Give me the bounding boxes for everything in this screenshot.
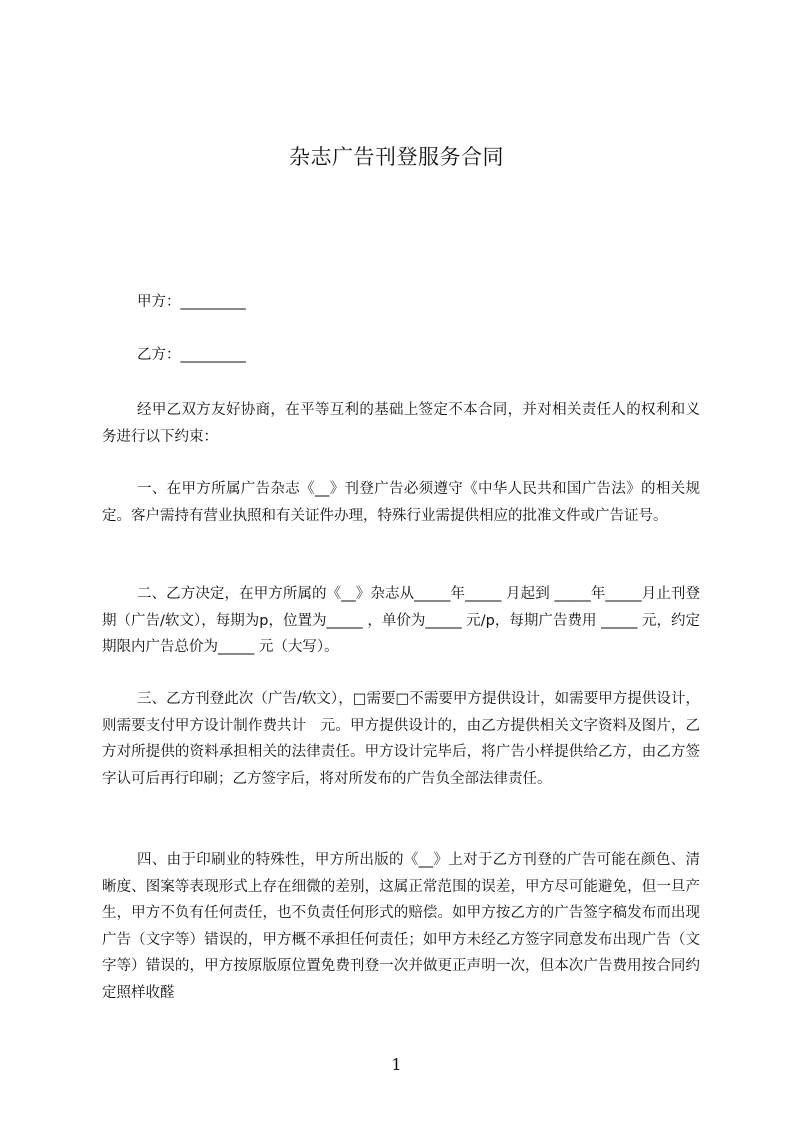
clause-three-paragraph: 三、乙方刊登此次（广告/软文），□需要□不需要甲方提供设计，如需要甲方提供设计，则需要支付甲方设计制作费共计 元。甲方提供设计的，由乙方提供相关文字资料及图片，乙方对所提供的资料承担相关的法律责任。甲方设计完毕后，将广告小样提供给乙方，由乙方签字认可后再行印刷；乙方签字后，将对所发布的广告负全部法律责任。 <box>102 691 700 787</box>
page-number: 1 <box>391 1055 402 1074</box>
clause-two-paragraph: 二、乙方决定，在甲方所属的《__》杂志从_____年_____ 月起到 _____年_____月止刊登 期（广告/软文），每期为p，位置为_____ ，单价为_____ 元/p，每期广告费用 _____ 元，约定期限内广告总价为_____ 元（大写）。 <box>102 586 700 655</box>
intro-paragraph: 经甲乙双方友好协商，在平等互利的基础上签定不本合同，并对相关责任人的权利和义务进行以下约束： <box>102 402 700 445</box>
contract-title: 杂志广告刊登服务合同 <box>289 145 504 169</box>
party-a-line: 甲方：_________ <box>137 294 246 310</box>
clause-one-paragraph: 一、在甲方所属广告杂志《__》刊登广告必须遵守《中华人民共和国广告法》的相关规定。客户需持有营业执照和有关证件办理，特殊行业需提供相应的批准文件或广告证号。 <box>102 481 700 524</box>
clause-four-paragraph: 四、由于印刷业的特殊性，甲方所出版的《__》上对于乙方刊登的广告可能在颜色、清晰度、图案等表现形式上存在细微的差别，这属正常范围的误差，甲方尽可能避免，但一旦产生，甲方不负有任何责任，也不负责任何形式的赔偿。如甲方按乙方的广告签字稿发布而出现广告（文字等）错误的，甲方概不承担任何责任；如甲方未经乙方签字同意发布出现广告（文字等）错误的，甲方按原版原位置免费刊登一次并做更正声明一次，但本次广告费用按合同约定照样收醛 <box>102 852 700 1001</box>
party-b-line: 乙方：_________ <box>137 347 246 363</box>
